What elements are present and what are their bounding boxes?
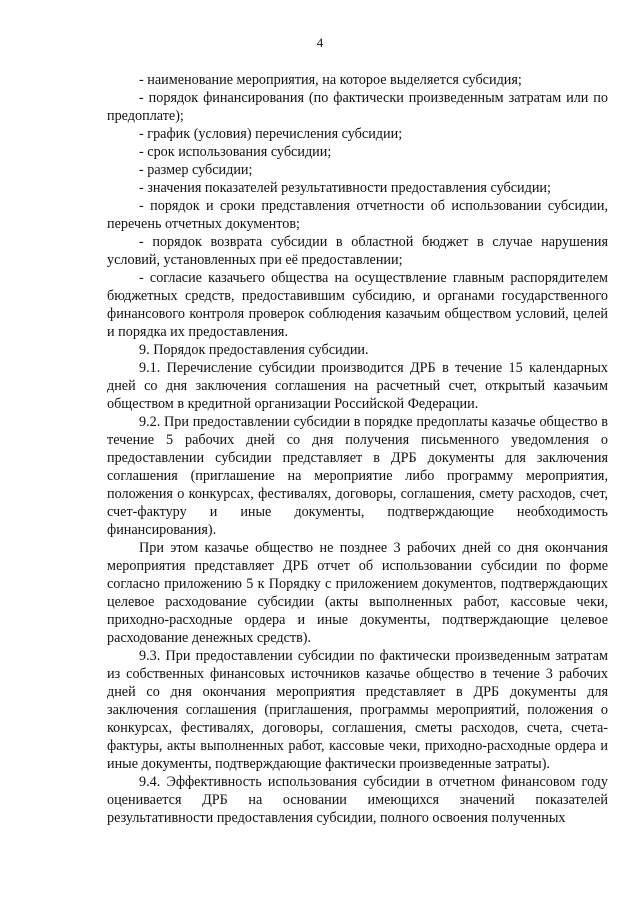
document-body xyxy=(107,71,608,827)
page-number: 4 xyxy=(316,35,324,50)
list-item-return-order: - порядок возврата субсидии в областной бюджет в случае нарушения условий, установленных при её предоставлении; xyxy=(107,234,608,268)
list-item-financing-order: - порядок финансирования (по фактически произведенным затратам или по предоплате); xyxy=(107,90,608,124)
paragraph-9-4: 9.4. Эффективность использования субсидии в отчетном финансовом году оценивается ДРБ на основании имеющихся значений показателей результативности предоставления субсидии, полного освоения полученных xyxy=(107,774,608,826)
list-item-event-name: - наименование мероприятия, на которое выделяется субсидия; xyxy=(139,72,522,88)
list-item-consent: - согласие казачьего общества на осуществление главным распорядителем бюджетных средств, предоставившим субсидию, и органами государственного финансового контроля проверок соблюдения казачьим обществом условий, целей и порядка их предоставления. xyxy=(107,270,608,340)
list-item-subsidy-size: - размер субсидии; xyxy=(139,162,253,178)
paragraph-9-2-continuation: При этом казачье общество не позднее 3 рабочих дней со дня окончания мероприятия представляет ДРБ отчет об использовании субсидии по форме согласно приложению 5 к Порядку с приложением документов, подтверждающих целевое расходование субсидии (акты выполненных работ, кассовые чеки, приходно-расходные ордера и иные документы, подтверждающие целевое расходование денежных средств). xyxy=(107,540,608,646)
paragraph-9-2: 9.2. При предоставлении субсидии в порядке предоплаты казачье общество в течение 5 рабочих дней со дня получения письменного уведомления о предоставлении субсидии представляет в ДРБ документы для заключения соглашения (приглашение на мероприятие либо программу мероприятия, положения о конкурсах, фестивалях, договоры, соглашения, смету расходов, счет, счет-фактуру и иные документы, подтверждающие необходимость финансирования). xyxy=(107,414,608,538)
list-item-reporting-order: - порядок и сроки представления отчетности об использовании субсидии, перечень отчетных документов; xyxy=(107,198,608,232)
list-item-performance-indicators: - значения показателей результативности предоставления субсидии; xyxy=(139,180,551,196)
paragraph-9-3: 9.3. При предоставлении субсидии по фактически произведенным затратам из собственных финансовых источников казачье общество в течение 3 рабочих дней со дня окончания мероприятия представляет в ДРБ документы для заключения соглашения (приглашения, программы мероприятий, положения о конкурсах, фестивалях, договоры, соглашения, сметы расходов, счета, счета-фактуры, акты выполненных работ, кассовые чеки, приходно-расходные ордера и иные документы, подтверждающие фактически произведенные затраты). xyxy=(107,648,608,772)
list-item-transfer-schedule: - график (условия) перечисления субсидии; xyxy=(139,126,403,142)
paragraph-9-1: 9.1. Перечисление субсидии производится ДРБ в течение 15 календарных дней со дня заключения соглашения на расчетный счет, открытый казачьим обществом в кредитной организации Российской Федерации. xyxy=(107,360,608,412)
section-heading-9: 9. Порядок предоставления субсидии. xyxy=(139,342,369,358)
list-item-usage-term: - срок использования субсидии; xyxy=(139,144,332,160)
